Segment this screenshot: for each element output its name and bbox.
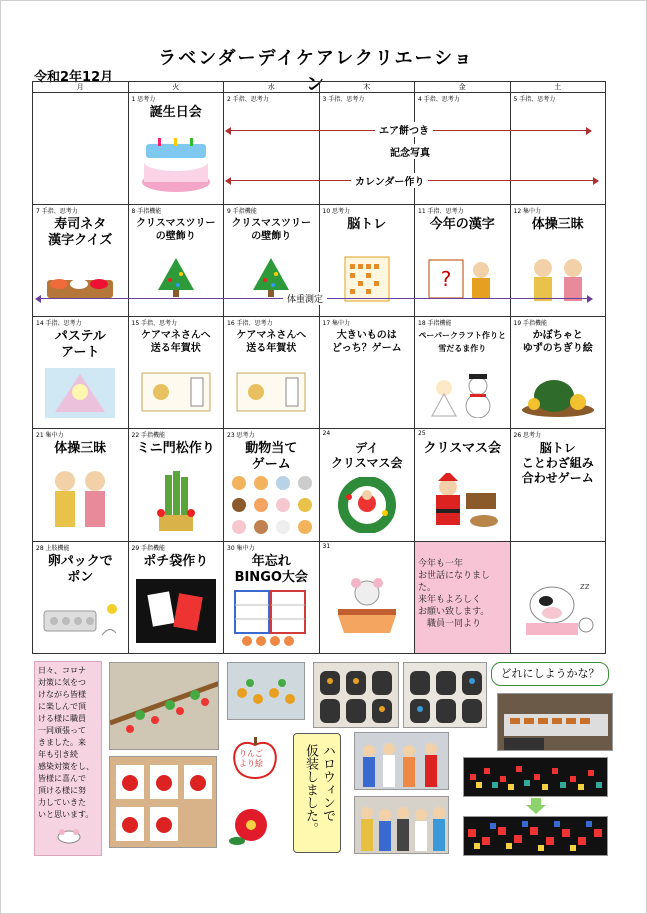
day-cell — [224, 317, 320, 429]
svg-text:?: ? — [440, 267, 452, 291]
event-title: かぼちゃと ゆずのちぎり絵 — [522, 330, 593, 354]
day-number: 15 手指、思考力 — [131, 320, 178, 327]
new-year-card-icon — [236, 372, 306, 412]
event-title: 体操三昧 — [54, 441, 107, 456]
day-number: 30 集中力 — [227, 545, 255, 552]
photo-costume-group-2 — [354, 796, 449, 854]
photo-mask-craft-1 — [313, 662, 399, 728]
down-arrow-icon — [526, 798, 546, 814]
day-number: 26 思考力 — [513, 432, 542, 439]
day-cell — [510, 542, 606, 654]
weekday-sat: 土 — [510, 82, 606, 93]
weekday-fri: 金 — [415, 82, 511, 93]
day-cell — [319, 205, 415, 317]
apple-card — [229, 737, 281, 781]
event-title: ケアマネさんへ 送る年賀状 — [140, 330, 211, 354]
month-label: 令和2年12月 — [34, 70, 114, 85]
day-number: 18 手指機能 — [418, 320, 452, 327]
day-cell — [319, 429, 415, 542]
day-cell — [128, 317, 224, 429]
calendar — [32, 81, 606, 654]
event-title: ポチ袋作り — [143, 554, 209, 569]
event-title: デイ クリスマス会 — [330, 441, 403, 470]
day-number: 24 — [322, 430, 331, 437]
egg-carton-icon — [40, 599, 120, 639]
day-cell — [33, 317, 129, 429]
exercise-people-icon — [45, 467, 115, 529]
event-title: 誕生日会 — [149, 105, 202, 120]
animal-faces-icon — [229, 475, 313, 535]
event-title: 寿司ネタ 漢字クイズ — [48, 217, 113, 248]
new-year-card-icon — [141, 372, 211, 412]
event-title: 今年の漢字 — [429, 217, 495, 232]
day-cell — [128, 205, 224, 317]
overlay-mochi-label: エア餅つき — [375, 122, 433, 137]
staff-note: 日々、コロナ 対策に気をつ けながら皆様 に楽しんで頂 ける様に職員 一同頑張って きました。来 年も引き続 感染対策をし、 皆様に喜んで 頂ける様に努 力していきた いと思います。 — [34, 661, 102, 856]
day-number: 14 手指、思考力 — [36, 320, 82, 327]
camellia-icon — [229, 801, 273, 847]
overlay-weight-label: 体重測定 — [283, 292, 327, 305]
day-cell — [33, 429, 129, 542]
cow-kotatsu-icon — [518, 575, 598, 639]
weekday-tue: 火 — [128, 82, 224, 93]
kadomatsu-icon — [151, 469, 201, 533]
day-number: 28 上肢機能 — [36, 545, 70, 552]
event-title: ミニ門松作り — [136, 441, 215, 456]
day-cell — [224, 93, 320, 205]
event-title: 大きいものは どっち？ゲーム — [331, 330, 402, 354]
photo-mask-craft-2 — [403, 662, 487, 728]
day-number: 10 思考力 — [322, 208, 351, 215]
day-number: 12 集中力 — [513, 208, 542, 215]
weekday-mon: 月 — [33, 82, 129, 93]
puzzle-grid-icon — [344, 256, 390, 302]
day-number: 29 手指機能 — [131, 545, 166, 552]
event-title: クリスマス会 — [423, 441, 501, 456]
weekday-wed: 水 — [224, 82, 320, 93]
birthday-cake-icon — [136, 136, 216, 196]
pochi-bag-icon — [136, 579, 216, 643]
day-number: 1 思考力 — [131, 96, 156, 103]
day-cell — [415, 205, 511, 317]
day-cell — [128, 93, 224, 205]
event-title: ケアマネさんへ 送る年賀状 — [236, 330, 307, 354]
year-end-message: 今年も一年 お世話になりまし た。 来年もよろしく お願い致します。 職員一同より — [418, 559, 491, 629]
apple-card-text: りんご より絵 — [239, 749, 263, 768]
day-cell — [33, 205, 129, 317]
day-number: 23 思考力 — [227, 432, 255, 439]
day-cell — [415, 317, 511, 429]
day-cell — [224, 429, 320, 542]
day-cell — [415, 429, 511, 542]
day-number: 3 手指、思考力 — [322, 96, 365, 103]
event-title: 卵パックで ポン — [47, 554, 113, 585]
halloween-note — [293, 733, 341, 853]
santa-icon — [424, 473, 500, 529]
day-cell — [33, 542, 129, 654]
mouse-kotatsu-icon — [332, 575, 402, 639]
day-cell — [319, 542, 415, 654]
photo-costume-group-1 — [354, 732, 449, 790]
day-number: 7 手指、思考力 — [36, 208, 78, 215]
event-title: 年忘れ BINGO大会 — [234, 554, 308, 585]
event-title: 脳トレ — [347, 217, 387, 232]
overlay-photo-label: 記念写真 — [386, 144, 434, 159]
day-number: 4 手指、思考力 — [418, 96, 460, 103]
day-number: 25 — [418, 430, 426, 437]
day-number: 2 手指、思考力 — [227, 96, 269, 103]
day-number: 17 集中力 — [322, 320, 351, 327]
event-title: 体操三昧 — [531, 217, 584, 232]
day-cell — [510, 429, 606, 542]
photo-pixel-art-2 — [463, 816, 608, 856]
photo-food-table — [497, 693, 613, 751]
day-cell — [128, 429, 224, 542]
day-number: 9 手指機能 — [227, 208, 257, 215]
event-title: ペーパークラフト作りと 雪だるま作り — [418, 331, 507, 353]
halloween-text: ハロウィンで 仮装しました。 — [303, 744, 335, 835]
year-end-message-cell — [415, 542, 511, 654]
day-number: 11 手指、思考力 — [418, 208, 464, 215]
day-cell — [128, 542, 224, 654]
day-number: 16 手指、思考力 — [227, 320, 273, 327]
exercise-people-icon — [523, 256, 593, 302]
pastel-art-icon — [45, 368, 115, 418]
day-cell — [319, 317, 415, 429]
speech-bubble: どれにしようかな？ — [491, 662, 609, 686]
day-number: 19 手指機能 — [513, 320, 548, 327]
photo-pixel-art-1 — [463, 757, 608, 797]
photo-wall-deco — [109, 662, 219, 750]
overlay-calendar-label: カレンダー作り — [351, 173, 428, 188]
day-cell — [224, 542, 320, 654]
bingo-card-icon — [233, 589, 309, 647]
kanji-board-icon — [425, 256, 499, 300]
day-number: 21 集中力 — [36, 432, 64, 439]
wreath-icon — [337, 477, 397, 533]
event-title: パステル アート — [54, 329, 106, 360]
event-title: 脳トレ ことわざ組み 合わせゲーム — [521, 441, 594, 485]
event-title: クリスマスツリー の壁飾り — [135, 218, 216, 242]
pumpkin-icon — [520, 372, 596, 418]
christmas-tree-icon — [156, 256, 196, 298]
event-title: 動物当て ゲーム — [245, 441, 298, 472]
day-cell — [33, 93, 129, 205]
day-number: 5 手指、思考力 — [513, 96, 556, 103]
photo-apple-art — [109, 756, 217, 848]
day-cell — [510, 93, 606, 205]
mouse-icon — [56, 826, 82, 844]
snowman-angel-icon — [424, 372, 500, 418]
page-title: ラベンダーデイケアレクリエーション — [158, 48, 474, 95]
svg-text:zz: zz — [579, 582, 590, 592]
day-cell — [510, 317, 606, 429]
weekday-thu: 木 — [319, 82, 415, 93]
day-number: 31 — [322, 543, 331, 550]
day-number: 8 手指機能 — [131, 208, 162, 215]
day-number: 22 手指機能 — [131, 432, 166, 439]
photo-hanging-deco — [227, 662, 305, 720]
event-title: クリスマスツリー の壁飾り — [231, 218, 312, 242]
